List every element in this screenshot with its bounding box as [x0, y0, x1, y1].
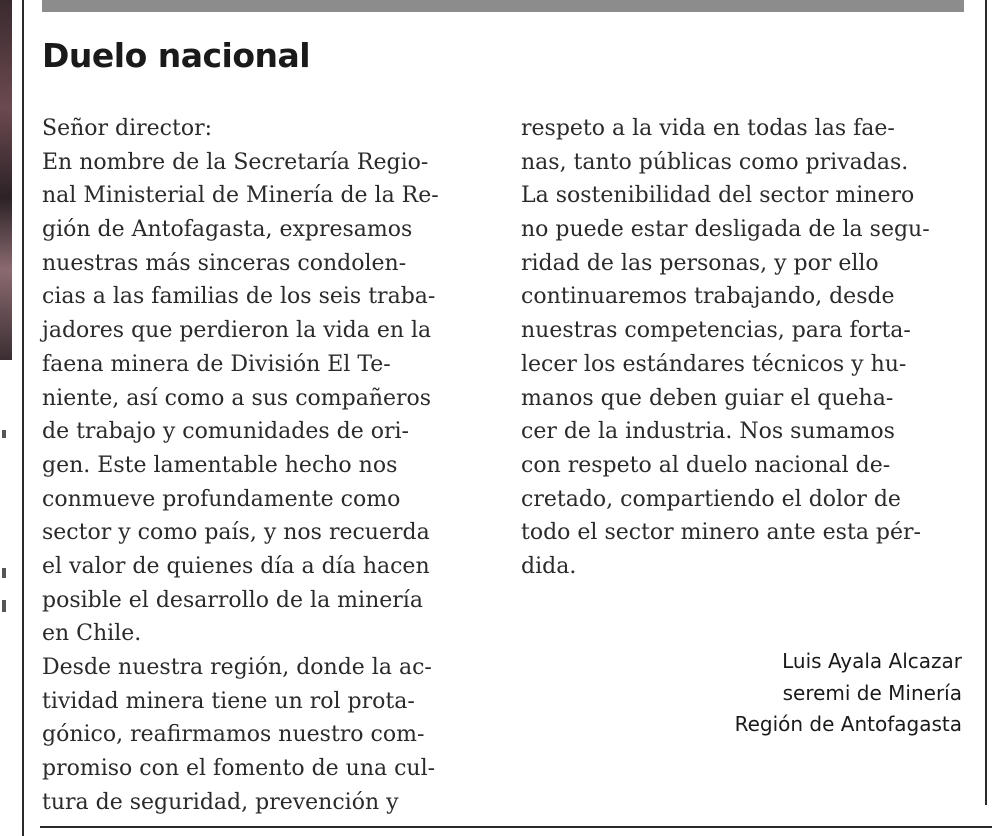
body-line: tividad minera tiene un rol prota- [42, 688, 415, 714]
body-line: sector y como país, y nos recuerda [42, 520, 430, 546]
body-line: posible el desarrollo de la minería [42, 587, 423, 613]
body-line: respeto a la vida en todas las fae- [521, 116, 895, 141]
section-header-bar [42, 0, 964, 12]
body-line: nal Ministerial de Minería de la Re- [42, 183, 439, 209]
adjacent-photo-fragment [0, 0, 12, 360]
bottom-rule [40, 826, 992, 828]
signature-name: Luis Ayala Alcazar [782, 649, 962, 673]
column-divider-right [985, 0, 987, 805]
signature-role: seremi de Minería [782, 680, 962, 705]
body-line: el valor de quienes día a día hacen [42, 553, 430, 579]
body-line: gónico, reafirmamos nuestro com- [42, 722, 425, 748]
body-line: Señor director: [42, 116, 213, 141]
body-line: dida. [521, 553, 577, 579]
body-line: nuestras más sinceras condolen- [42, 250, 407, 276]
body-line: En nombre de la Secretaría Regio- [42, 149, 429, 175]
body-line: cretado, compartiendo el dolor de [521, 486, 901, 512]
body-line: en Chile. [42, 621, 142, 647]
body-line: ridad de las personas, y por ello [521, 250, 879, 276]
body-line: cias a las familias de los seis traba- [42, 284, 436, 310]
signature-region: Región de Antofagasta [734, 712, 962, 736]
body-line: nas, tanto públicas como privadas. [521, 149, 909, 175]
body-line: cer de la industria. Nos sumamos [521, 419, 895, 445]
body-line: nuestras competencias, para forta- [521, 318, 911, 344]
body-line: faena minera de División El Te- [42, 351, 391, 377]
body-line: conmueve profundamente como [42, 486, 401, 512]
body-line: gión de Antofagasta, expresamos [42, 217, 413, 243]
article-title: Duelo nacional [42, 36, 311, 75]
adjacent-text-fragment [2, 600, 6, 612]
body-line: de trabajo y comunidades de ori- [42, 419, 409, 445]
body-line: tura de seguridad, prevención y [42, 789, 399, 815]
adjacent-column-edge [0, 0, 22, 836]
body-line: con respeto al duelo nacional de- [521, 452, 891, 478]
body-line: niente, así como a sus compañeros [42, 385, 432, 411]
body-line: promiso con el fomento de una cul- [42, 756, 436, 782]
body-line: continuaremos trabajando, desde [521, 284, 895, 310]
body-line: La sostenibilidad del sector minero [521, 183, 915, 209]
article-body-right-column [521, 112, 971, 584]
body-line: no puede estar desligada de la segu- [521, 217, 930, 243]
body-line: gen. Este lamentable hecho nos [42, 452, 398, 478]
body-line: manos que deben guiar el queha- [521, 385, 894, 411]
adjacent-text-fragment [2, 430, 6, 438]
adjacent-text-fragment [2, 568, 6, 578]
body-line: jadores que perdieron la vida en la [42, 318, 432, 344]
article-body-left-column [42, 112, 492, 819]
body-line: lecer los estándares técnicos y hu- [521, 351, 907, 377]
body-line: todo el sector minero ante esta pér- [521, 520, 921, 546]
body-line: Desde nuestra región, donde la ac- [42, 655, 432, 680]
letter-signature [735, 646, 962, 741]
column-divider-left [22, 0, 24, 836]
